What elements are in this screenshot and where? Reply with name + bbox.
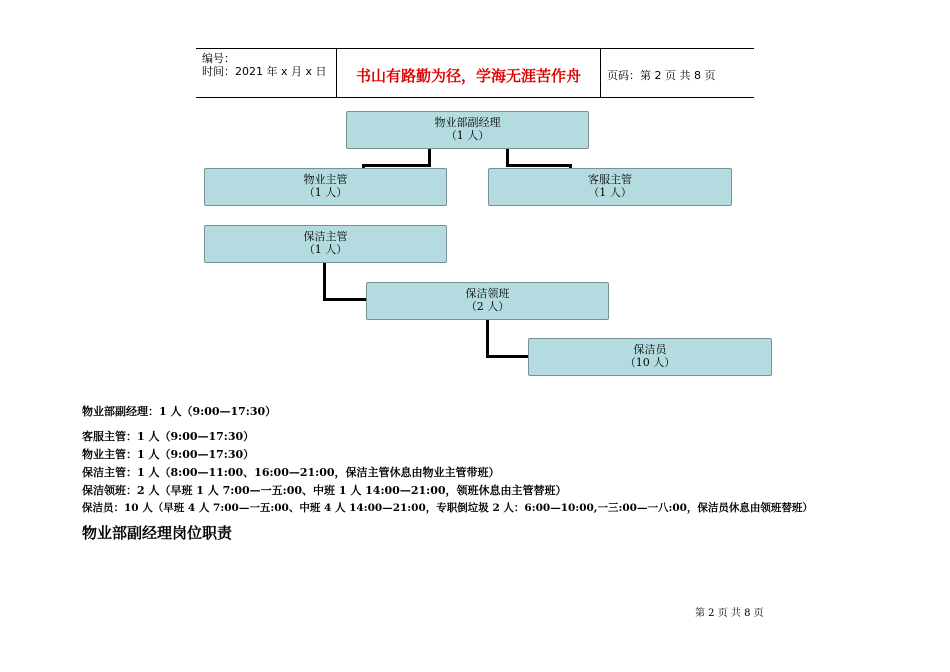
- node-title: 物业部副经理: [434, 116, 501, 129]
- header-left-cell: [196, 49, 337, 97]
- header-middle-cell: [337, 49, 601, 97]
- motto: 书山有路勤为径，学海无涯苦作舟: [355, 67, 581, 85]
- connector-line: [506, 164, 572, 167]
- node-title: 保洁员: [633, 343, 667, 356]
- node-title: 保洁主管: [303, 230, 348, 243]
- page-footer: 第 2 页 共 8 页: [695, 608, 764, 619]
- connector-line: [323, 298, 368, 301]
- document-header: [196, 48, 754, 98]
- node-count: （1 人）: [303, 243, 348, 256]
- node-count: （10 人）: [624, 356, 676, 369]
- section-heading: 物业部副经理岗位职责: [82, 524, 233, 542]
- staffing-line-service-supervisor: 客服主管：1 人（9:00—17:30）: [82, 430, 255, 443]
- staffing-line-cleaning-leader: 保洁领班：2 人（早班 1 人 7:00—一五:00、中班 1 人 14:00—21:00，领班休息由主管替班）: [82, 484, 567, 497]
- node-deputy-manager: [346, 111, 589, 149]
- node-title: 客服主管: [588, 173, 632, 186]
- node-count: （1 人）: [445, 129, 490, 142]
- number-label: 编号：: [202, 52, 235, 65]
- staffing-line-cleaning-supervisor: 保洁主管：1 人（8:00—11:00、16:00—21:00，保洁主管休息由物业主管带班）: [82, 466, 500, 479]
- time-label: 时间：2021 年 x 月 x 日: [202, 65, 327, 78]
- node-count: （1 人）: [303, 186, 348, 199]
- connector-line: [486, 355, 530, 358]
- connector-line: [323, 261, 326, 301]
- node-title: 物业主管: [303, 173, 348, 186]
- node-cleaning-leader: [366, 282, 609, 320]
- node-property-supervisor: [204, 168, 447, 206]
- staffing-line-deputy-manager: 物业部副经理：1 人（9:00—17:30）: [82, 405, 277, 418]
- node-count: （1 人）: [588, 186, 632, 199]
- node-count: （2 人）: [465, 300, 510, 313]
- node-service-supervisor: [488, 168, 732, 206]
- node-cleaner: [528, 338, 772, 376]
- connector-line: [362, 164, 431, 167]
- connector-line: [486, 318, 489, 358]
- staffing-line-cleaner: 保洁员：10 人（早班 4 人 7:00—一五:00、中班 4 人 14:00—21:00，专职倒垃圾 2 人：6:00—10:00,一三:00—一八:00，保洁员休息由领班替班）: [82, 502, 813, 514]
- header-right-cell: [601, 49, 754, 97]
- staffing-line-property-supervisor: 物业主管：1 人（9:00—17:30）: [82, 448, 255, 461]
- node-title: 保洁领班: [465, 287, 510, 300]
- node-cleaning-supervisor: [204, 225, 447, 263]
- page-number: 页码：第 2 页 共 8 页: [607, 69, 716, 82]
